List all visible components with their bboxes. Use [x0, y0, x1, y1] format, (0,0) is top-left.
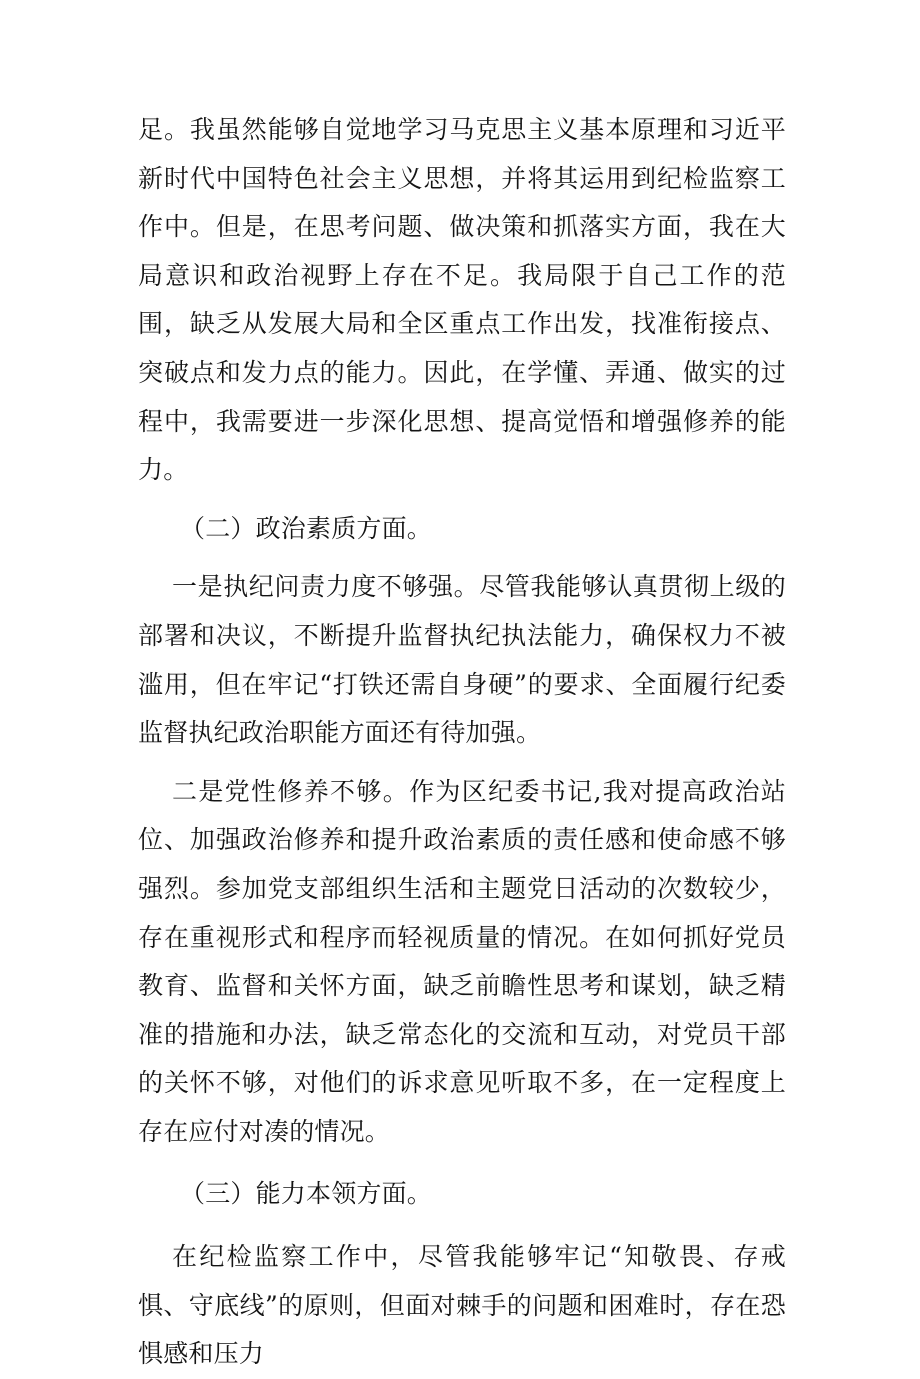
document-body: [138, 106, 786, 1379]
paragraph-party-cultivation: 二是党性修养不够。作为区纪委书记,我对提高政治站位、加强政治修养和提升政治素质的责任感和使命感不够强烈。参加党支部组织生活和主题党日活动的次数较少，存在重视形式和程序而轻视质量的情况。在如何抓好党员教育、监督和关怀方面，缺乏前瞻性思考和谋划，缺乏精准的措施和办法，缺乏常态化的交流和互动，对党员干部的关怀不够，对他们的诉求意见听取不多，在一定程度上存在应付对凑的情况。: [138, 776, 786, 1146]
paragraph-supervision-work: 在纪检监察工作中，尽管我能够牢记“知敬畏、存戒惧、守底线”的原则，但面对棘手的问题和困难时，存在恐惧感和压力: [138, 1242, 786, 1369]
paragraph-continuation: 足。我虽然能够自觉地学习马克思主义基本原理和习近平新时代中国特色社会主义思想，并将其运用到纪检监察工作中。但是，在思考问题、做决策和抓落实方面，我在大局意识和政治视野上存在不足。我局限于自己工作的范围，缺乏从发展大局和全区重点工作出发，找准衔接点、突破点和发力点的能力。因此，在学懂、弄通、做实的过程中，我需要进一步深化思想、提高觉悟和增强修养的能力。: [138, 115, 786, 485]
paragraph-discipline-accountability: 一是执纪问责力度不够强。尽管我能够认真贯彻上级的部署和决议，不断提升监督执纪执法能力，确保权力不被滥用，但在牢记“打铁还需自身硬”的要求、全面履行纪委监督执纪政治职能方面还有待加强。: [138, 572, 786, 748]
section-heading-ability: （三）能力本领方面。: [180, 1179, 433, 1209]
section-heading-political-quality: （二）政治素质方面。: [180, 513, 433, 543]
